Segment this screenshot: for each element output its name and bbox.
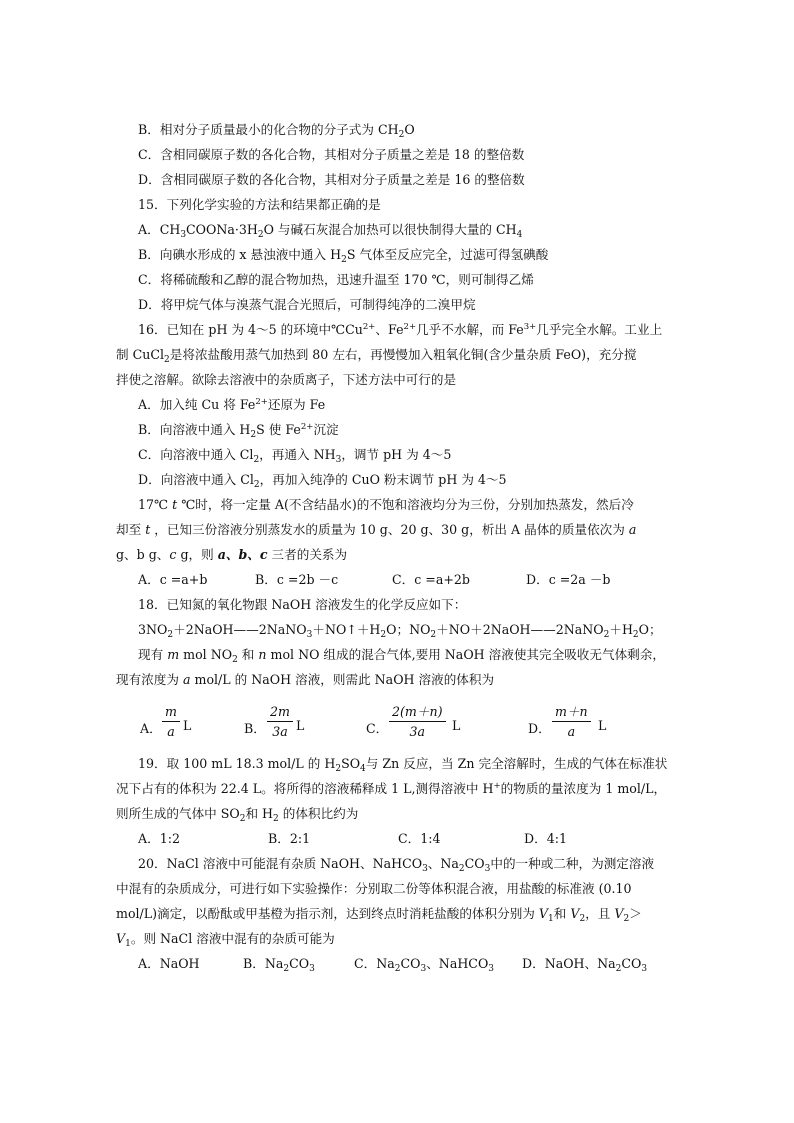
subscript: 1 [548, 914, 554, 924]
q18-option-a-unit: L [183, 718, 192, 733]
text: 、Fe [375, 322, 404, 337]
subscript: 2 [239, 814, 246, 824]
subscript: 2 [380, 630, 387, 640]
text: COONa·3H [186, 222, 258, 237]
text: ＋NO＋2NaOH——2NaNO [436, 622, 604, 637]
text: g，则 [176, 547, 218, 562]
q19-option-b: B．2:1 [268, 831, 311, 846]
text: ，再加入纯净的 CuO 粉末调节 pH 为 4～5 [259, 472, 507, 487]
text: mol NO [179, 647, 233, 662]
q18-option-d-fraction [552, 704, 591, 739]
text: 的体积比约为 [278, 806, 359, 821]
text: 与 Zn 反应，当 Zn 完全溶解时，生成的气体在标准状 [365, 756, 668, 771]
text: 和 H [245, 806, 274, 821]
subscript: 2 [394, 964, 401, 974]
text: CO [464, 856, 485, 871]
text: D．NaOH、Na [522, 956, 616, 971]
subscript: 4 [360, 764, 366, 774]
numerator: m [162, 704, 180, 722]
variable-v: V [570, 906, 580, 921]
numerator: m＋n [552, 704, 591, 722]
variable-n: n [258, 647, 267, 662]
subscript: 2 [615, 964, 622, 974]
numerator: 2(m＋n) [389, 704, 446, 722]
superscript: 2+ [300, 422, 314, 432]
text: A．加入纯 Cu 将 Fe [138, 397, 256, 412]
text: 19．取 100 mL 18.3 mol/L 的 H [138, 756, 336, 771]
text: 、Na [427, 856, 459, 871]
q16-option-a [138, 397, 325, 413]
text: S 气体至反应完全，过滤可得氢碘酸 [346, 247, 549, 262]
subscript: 2 [603, 630, 610, 640]
superscript: 2+ [362, 322, 376, 332]
denominator: a [167, 724, 175, 739]
subscript: 2 [335, 764, 342, 774]
text: 16．已知在 pH 为 4～5 的环境中℃Cu [138, 322, 363, 337]
text: 却至 [116, 522, 146, 537]
variable-v: V [614, 906, 624, 921]
text: CO [621, 956, 642, 971]
text: 和 [553, 906, 571, 921]
text: mol/L)滴定，以酚酞或甲基橙为指示剂，达到终点时消耗盐酸的体积分别为 [116, 906, 539, 921]
q14-b-text: B．相对分子质量最小的化合物的分子式为 CH [138, 122, 399, 137]
q15-option-d: D．将甲烷气体与溴蒸气混合光照后，可制得纯净的二溴甲烷 [138, 297, 476, 312]
numerator: 2m [267, 704, 293, 722]
text: B．向碘水形成的 x 悬浊液中通入 H [138, 247, 342, 262]
subscript: 3 [484, 864, 491, 874]
q20-stem-line3 [116, 906, 642, 922]
q19-stem-line1 [138, 756, 667, 772]
q15-option-b [138, 247, 548, 263]
subscript: 2 [430, 630, 437, 640]
text: 制 CuCl [116, 347, 165, 362]
text: C．Na [354, 956, 395, 971]
q20-option-b [243, 956, 315, 972]
subscript: 2 [253, 455, 260, 465]
text: B．向溶液中通入 H [138, 422, 251, 437]
subscript: 2 [632, 630, 639, 640]
q19-option-c: C．1:4 [398, 831, 441, 846]
subscript: 3 [309, 964, 315, 974]
text: 。则 NaCl 溶液中混有的杂质可能为 [130, 931, 335, 946]
variable-t: t [172, 497, 178, 512]
q19-stem-line2 [116, 781, 666, 797]
text: 17℃ [138, 497, 173, 512]
text: A．CH [138, 222, 181, 237]
text: 三者的关系为 [267, 547, 348, 562]
text: S 使 Fe [256, 422, 301, 437]
subscript: 3 [488, 964, 495, 974]
q15-stem: 15．下列化学实验的方法和结果都正确的是 [138, 197, 381, 212]
q19-option-a: A．1:2 [138, 831, 180, 846]
q17-stem-line1 [138, 497, 634, 513]
q16-stem-line3: 拌使之溶解。欲除去溶液中的杂质离子，下述方法中可行的是 [116, 372, 457, 387]
text: O； [638, 622, 662, 637]
q18-option-c-fraction [389, 704, 446, 739]
q16-option-c [138, 447, 451, 463]
denominator: a [567, 724, 576, 739]
text: 和 [237, 647, 259, 662]
subscript: 3 [422, 864, 428, 874]
variable-m: m [167, 647, 180, 662]
text: O；NO [386, 622, 431, 637]
text: 中的一种或二种，为测定溶液 [490, 856, 655, 871]
q17-stem-line3 [116, 547, 347, 563]
subscript: 3 [335, 455, 342, 465]
q18-option-d-label: D． [528, 721, 551, 736]
text: 几乎不水解，而 Fe [416, 322, 524, 337]
q16-option-d [138, 472, 507, 488]
variables-abc: a、b、c [217, 547, 268, 562]
variable-a: a [628, 522, 637, 537]
text: 20．NaCl 溶液中可能混有杂质 NaOH、NaHCO [138, 856, 423, 871]
q18-option-b-unit: L [296, 718, 305, 733]
q17-stem-line2 [116, 522, 636, 538]
text: mol/L 的 NaOH 溶液，则需此 NaOH 溶液的体积为 [190, 672, 495, 687]
text: 沉淀 [313, 422, 339, 437]
text: ，已知三份溶液分别蒸发水的质量为 10 g、20 g、30 g，析出 A 晶体的质量依次为 [150, 522, 629, 537]
text: CO [289, 956, 310, 971]
text: ＋2NaOH——2NaNO [173, 622, 307, 637]
subscript: 3 [641, 964, 648, 974]
superscript: 2+ [255, 397, 268, 407]
text: g、b g、 [116, 547, 170, 562]
subscript: 2 [250, 430, 257, 440]
text: 几乎完全水解。工业上 [536, 322, 663, 337]
text: C．向溶液中通入 Cl [138, 447, 254, 462]
subscript: 2 [283, 964, 290, 974]
q16-option-b [138, 422, 339, 438]
subscript: 2 [257, 230, 264, 240]
q15-option-c: C．将稀硫酸和乙醇的混合物加热，迅速升温至 170 ℃，则可制得乙烯 [138, 272, 534, 287]
subscript: 2 [167, 630, 174, 640]
q17-option-d: D．c =2a －b [526, 572, 611, 587]
q18-option-b-fraction [267, 704, 293, 739]
denominator: 3a [409, 724, 426, 739]
q18-option-c-label: C． [366, 721, 389, 736]
subscript: 2 [232, 655, 238, 665]
q18-stem-line2 [138, 647, 665, 663]
variable-v: V [538, 906, 548, 921]
q20-option-c [354, 956, 494, 972]
subscript: 3 [306, 630, 313, 640]
q17-option-c: C．c =a+2b [392, 572, 470, 587]
q16-stem-line1 [138, 322, 662, 338]
variable-v: V [116, 931, 126, 946]
superscript: 2+ [403, 322, 417, 332]
text: SO [341, 756, 361, 771]
subscript: 1 [125, 939, 131, 949]
q14-option-c: C．含相同碳原子数的各化合物，其相对分子质量之差是 18 的整倍数 [138, 147, 525, 162]
text: ，调节 pH 为 4～5 [341, 447, 452, 462]
subscript: 4 [516, 230, 523, 240]
q14-option-b [138, 122, 415, 138]
subscript: 2 [458, 864, 465, 874]
subscript: 3 [180, 230, 187, 240]
text: 是将浓盐酸用蒸气加热到 80 左右，再慢慢加入粗氧化铜(含少量杂质 FeO)，充分搅 [169, 347, 637, 362]
q15-option-a [138, 222, 522, 238]
subscript: 2 [164, 355, 170, 365]
subscript: 3 [420, 964, 427, 974]
q20-option-d [522, 956, 647, 972]
subscript: 2 [623, 914, 630, 924]
text: O 与碱石灰混合加热可以很快制得大量的 CH [263, 222, 517, 237]
q18-stem-line3 [116, 672, 494, 688]
q17-option-a: A．c =a+b [138, 572, 208, 587]
text: 、NaHCO [426, 956, 489, 971]
text: CO [400, 956, 421, 971]
q18-option-b-label: B． [244, 721, 266, 736]
text: ℃时，将一定量 A(不含结晶水)的不饱和溶液均分为三份，分别加热蒸发，然后冷 [177, 497, 634, 512]
q20-option-a: A．NaOH [138, 956, 200, 971]
q20-stem-line2: 中混有的杂质成分，可进行如下实验操作：分别取二份等体积混合液，用盐酸的标准液 (0.10 [116, 881, 632, 896]
subscript: 2 [273, 814, 279, 824]
subscript: 2 [253, 480, 260, 490]
text: ＋H [609, 622, 633, 637]
subscript: 2 [398, 130, 405, 140]
text: 况下占有的体积为 22.4 L。将所得的溶液稀释成 1 L,测得溶液中 H [116, 781, 494, 796]
superscript: + [493, 781, 501, 791]
text: 的物质的量浓度为 1 mol/L， [500, 781, 667, 796]
q18-option-a-fraction [162, 704, 180, 739]
variable-a: a [182, 672, 191, 687]
text: ＞ [629, 906, 642, 921]
q20-stem-line1 [138, 856, 654, 872]
q16-stem-line2 [116, 347, 636, 363]
text: 现有浓度为 [116, 672, 183, 687]
superscript: 3+ [523, 322, 537, 332]
variable-c: c [169, 547, 177, 562]
text: 则所生成的气体中 SO [116, 806, 240, 821]
text: 还原为 Fe [267, 397, 326, 412]
q14-b-text-end: O [404, 122, 415, 137]
q18-stem: 18．已知氮的氧化物跟 NaOH 溶液发生的化学反应如下： [138, 597, 467, 612]
text: ，且 [585, 906, 615, 921]
q18-option-c-unit: L [452, 718, 461, 733]
q18-option-d-unit: L [598, 718, 607, 733]
text: D．向溶液中通入 Cl [138, 472, 254, 487]
text: 现有 [138, 647, 168, 662]
text: ，再通入 NH [259, 447, 336, 462]
q19-stem-line3 [116, 806, 358, 822]
text: mol NO 组成的混合气体,要用 NaOH 溶液使其完全吸收无气体剩余， [266, 647, 665, 662]
q17-option-b: B．c =2b －c [255, 572, 339, 587]
text: ＋NO↑＋H [312, 622, 381, 637]
text: 3NO [138, 622, 168, 637]
subscript: 2 [579, 914, 586, 924]
q19-option-d: D．4:1 [524, 831, 567, 846]
subscript: 2 [341, 255, 347, 265]
variable-t: t [145, 522, 151, 537]
q20-stem-line4 [116, 931, 335, 947]
q18-equations [138, 622, 662, 638]
denominator: 3a [272, 724, 288, 739]
text: B．Na [243, 956, 284, 971]
q14-option-d: D．含相同碳原子数的各化合物，其相对分子质量之差是 16 的整倍数 [138, 172, 525, 187]
q18-option-a-label: A． [140, 721, 162, 736]
